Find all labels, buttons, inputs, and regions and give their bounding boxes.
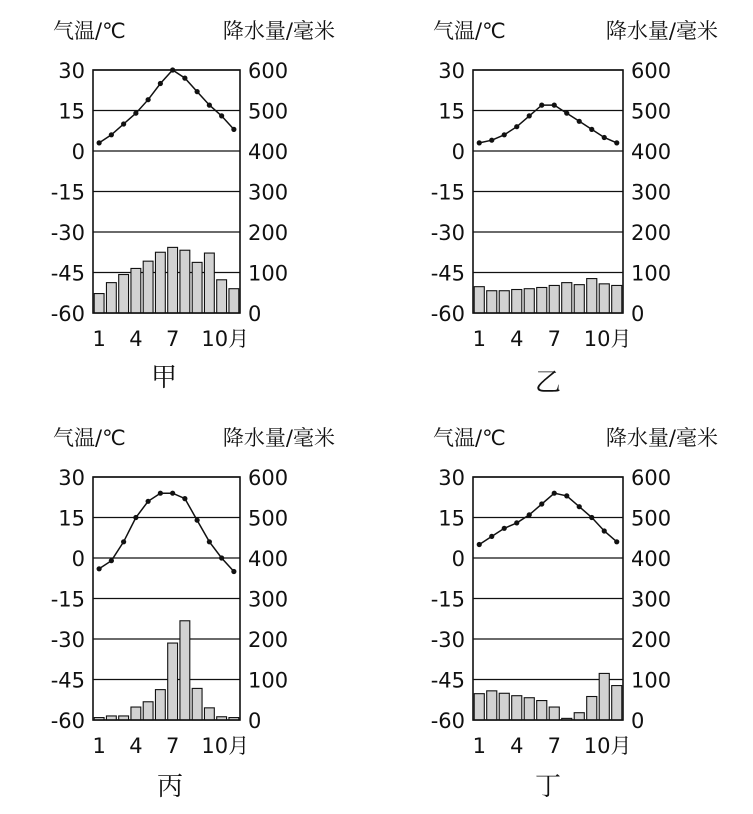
temperature-point [614,539,619,544]
month-tick-label: 1 [472,734,486,758]
temperature-point [602,528,607,533]
precipitation-tick-label: 600 [248,59,289,83]
temperature-point [219,113,224,118]
precipitation-tick-label: 600 [631,59,672,83]
temperature-tick-label: 0 [71,140,85,164]
precipitation-bar [549,707,559,720]
month-tick-label: 10月 [583,327,632,351]
temperature-point [527,512,532,517]
month-tick-label: 1 [92,734,106,758]
temperature-point [514,520,519,525]
precipitation-tick-label: 400 [248,140,289,164]
temperature-tick-label: -30 [430,221,465,245]
temperature-point [502,132,507,137]
precipitation-tick-label: 600 [631,466,672,490]
temperature-point [146,499,151,504]
temperature-point [552,491,557,496]
precipitation-bar [131,707,141,720]
temperature-tick-label: -15 [50,180,85,205]
precipitation-bar [562,283,572,313]
precipitation-bar [537,701,547,720]
precipitation-bar [512,696,522,720]
precipitation-tick-label: 0 [631,302,645,326]
temperature-point [170,491,175,496]
precipitation-tick-label: 400 [631,140,672,164]
temperature-point [231,569,236,574]
precipitation-tick-label: 100 [248,261,289,286]
precipitation-bar [155,690,165,720]
temperature-tick-label: -45 [430,261,465,286]
precipitation-bar [204,708,214,720]
temperature-axis-label: 气温/℃ [433,19,506,43]
temperature-point [489,138,494,143]
precipitation-bar [143,702,153,720]
temperature-point [602,135,607,140]
precipitation-bar [474,694,484,720]
precipitation-bar [599,284,609,313]
temperature-point [577,119,582,124]
temperature-tick-label: -60 [50,302,85,326]
temperature-point [109,558,114,563]
precipitation-bar [587,697,597,720]
month-tick-label: 7 [165,327,180,351]
month-tick-label: 10月 [583,734,632,758]
precipitation-tick-label: 300 [631,180,672,205]
chart-name-label: 甲 [150,363,178,393]
temperature-point [577,504,582,509]
temperature-point [539,103,544,108]
month-tick-label: 1 [92,327,106,351]
temperature-tick-label: 15 [438,506,465,531]
temperature-tick-label: -45 [430,668,465,693]
precipitation-tick-label: 0 [248,302,262,326]
precipitation-bar [168,643,178,720]
precipitation-bar [204,253,214,313]
temperature-tick-label: -30 [50,221,85,245]
month-tick-label: 4 [129,327,143,351]
climate-chart-3 [51,426,335,802]
climate-chart-2 [431,19,718,398]
precipitation-tick-label: 500 [631,99,672,124]
temperature-point [195,89,200,94]
temperature-point [502,526,507,531]
precipitation-bar [549,285,559,313]
precipitation-tick-label: 400 [248,547,289,571]
precipitation-bar [119,275,129,313]
temperature-point [539,501,544,506]
month-tick-label: 4 [510,734,524,758]
precipitation-tick-label: 200 [631,221,672,245]
temperature-tick-label: -15 [430,180,465,205]
precipitation-bar [143,261,153,313]
temperature-tick-label: 15 [58,99,85,124]
temperature-tick-label: -60 [50,709,85,733]
precipitation-bar [499,693,509,720]
temperature-point [564,111,569,116]
precipitation-tick-label: 200 [248,221,289,245]
temperature-tick-label: -60 [430,709,465,733]
temperature-tick-label: 30 [58,59,85,83]
chart-name-label: 丙 [156,772,184,802]
precipitation-bar [229,289,239,313]
temperature-tick-label: 15 [438,99,465,124]
precipitation-axis-label: 降水量/毫米 [222,19,335,43]
month-tick-label: 7 [547,734,561,758]
temperature-tick-label: 0 [451,140,465,164]
temperature-point [195,518,200,523]
temperature-point [219,555,224,560]
precipitation-bar [180,621,190,720]
climate-chart-4 [431,426,718,802]
month-tick-label: 4 [129,734,143,758]
precipitation-tick-label: 400 [631,547,672,571]
precipitation-tick-label: 0 [631,709,645,733]
precipitation-bar [524,698,534,720]
precipitation-bar [574,713,584,720]
temperature-point [121,539,126,544]
precipitation-bar [155,252,165,313]
temperature-point [231,127,236,132]
temperature-tick-label: 0 [71,547,85,571]
temperature-tick-label: -60 [430,302,465,326]
temperature-point [97,140,102,145]
precipitation-bar [524,289,534,313]
precipitation-tick-label: 300 [248,587,289,612]
precipitation-axis-label: 降水量/毫米 [605,19,718,43]
precipitation-bar [612,686,622,720]
precipitation-tick-label: 600 [248,466,289,490]
temperature-tick-label: -30 [430,628,465,652]
month-tick-label: 10月 [201,327,250,351]
precipitation-bar [574,285,584,313]
precipitation-bar [487,691,497,720]
temperature-point [121,121,126,126]
temperature-point [564,493,569,498]
precipitation-bar [612,285,622,313]
precipitation-bar [487,291,497,313]
temperature-point [589,127,594,132]
temperature-tick-label: -15 [430,587,465,612]
precipitation-bar [192,262,202,313]
temperature-point [552,103,557,108]
month-tick-label: 7 [165,734,180,758]
precipitation-bar [217,280,227,313]
climate-chart-1 [51,19,335,393]
precipitation-bar [106,283,116,313]
temperature-line [99,70,234,143]
precipitation-bar [587,279,597,313]
precipitation-bar [499,291,509,313]
temperature-tick-label: 0 [451,547,465,571]
temperature-point [146,97,151,102]
temperature-point [109,132,114,137]
temperature-point [207,103,212,108]
chart-name-label: 丁 [534,772,562,802]
temperature-tick-label: 30 [438,466,465,490]
chart-name-label: 乙 [534,368,562,398]
temperature-point [158,491,163,496]
temperature-tick-label: -45 [50,668,85,693]
temperature-point [133,111,138,116]
temperature-tick-label: -15 [50,587,85,612]
temperature-point [589,515,594,520]
month-tick-label: 1 [472,327,486,351]
precipitation-bar [192,688,202,720]
precipitation-tick-label: 500 [248,506,289,531]
temperature-line [479,493,617,544]
temperature-axis-label: 气温/℃ [53,19,126,43]
temperature-tick-label: -45 [50,261,85,286]
temperature-tick-label: 30 [438,59,465,83]
precipitation-tick-label: 300 [248,180,289,205]
temperature-line [99,493,234,571]
temperature-axis-label: 气温/℃ [53,426,126,450]
precipitation-axis-label: 降水量/毫米 [222,426,335,450]
precipitation-axis-label: 降水量/毫米 [605,426,718,450]
precipitation-bar [94,294,104,313]
temperature-point [133,515,138,520]
temperature-point [158,81,163,86]
temperature-tick-label: 15 [58,506,85,531]
temperature-point [477,542,482,547]
temperature-point [489,534,494,539]
precipitation-bar [512,290,522,313]
temperature-tick-label: 30 [58,466,85,490]
temperature-point [614,140,619,145]
precipitation-tick-label: 100 [248,668,289,693]
precipitation-bar [474,287,484,313]
precipitation-tick-label: 200 [248,628,289,652]
precipitation-tick-label: 200 [631,628,672,652]
precipitation-tick-label: 500 [248,99,289,124]
precipitation-tick-label: 100 [631,261,672,286]
precipitation-tick-label: 0 [248,709,262,733]
temperature-tick-label: -30 [50,628,85,652]
precipitation-bar [131,268,141,313]
month-tick-label: 4 [510,327,524,351]
temperature-point [182,76,187,81]
precipitation-bar [168,247,178,313]
temperature-point [514,124,519,129]
temperature-point [527,113,532,118]
temperature-point [477,140,482,145]
precipitation-bar [537,287,547,313]
temperature-point [182,496,187,501]
precipitation-bar [180,250,190,313]
precipitation-tick-label: 500 [631,506,672,531]
precipitation-tick-label: 300 [631,587,672,612]
temperature-point [97,566,102,571]
temperature-axis-label: 气温/℃ [433,426,506,450]
precipitation-tick-label: 100 [631,668,672,693]
temperature-point [207,539,212,544]
month-tick-label: 7 [547,327,561,351]
precipitation-bar [599,673,609,720]
month-tick-label: 10月 [201,734,250,758]
